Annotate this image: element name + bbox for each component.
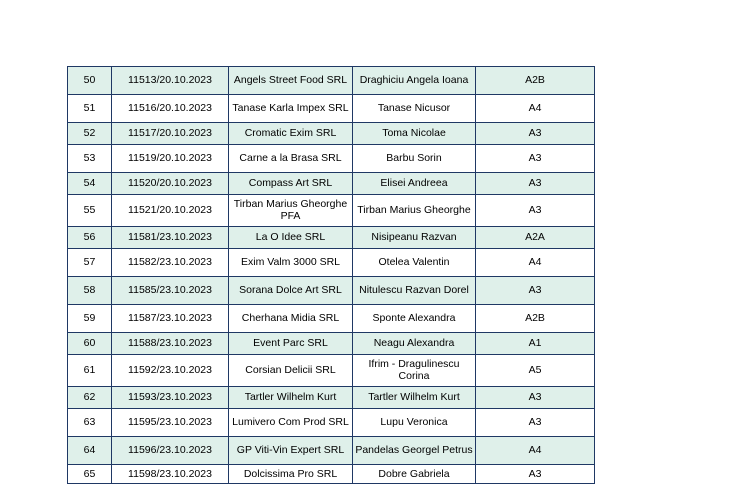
cell-nr: 58 bbox=[68, 276, 112, 304]
cell-person-name: Dobre Gabriela bbox=[353, 464, 476, 483]
cell-document-number-date: 11519/20.10.2023 bbox=[112, 145, 229, 173]
cell-document-number-date: 11595/23.10.2023 bbox=[112, 408, 229, 436]
cell-nr: 60 bbox=[68, 332, 112, 354]
cell-company-name: Lumivero Com Prod SRL bbox=[229, 408, 353, 436]
cell-company-name: Cherhana Midia SRL bbox=[229, 304, 353, 332]
table-row bbox=[68, 408, 595, 436]
cell-code: A3 bbox=[476, 145, 595, 173]
cell-code: A4 bbox=[476, 436, 595, 464]
cell-person-name: Ifrim - Dragulinescu Corina bbox=[353, 354, 476, 386]
cell-nr: 61 bbox=[68, 354, 112, 386]
cell-company-name: Tirban Marius Gheorghe PFA bbox=[229, 195, 353, 227]
cell-company-name: Dolcissima Pro SRL bbox=[229, 464, 353, 483]
cell-nr: 57 bbox=[68, 248, 112, 276]
cell-code: A5 bbox=[476, 354, 595, 386]
cell-document-number-date: 11581/23.10.2023 bbox=[112, 226, 229, 248]
cell-company-name: Corsian Delicii SRL bbox=[229, 354, 353, 386]
cell-person-name: Toma Nicolae bbox=[353, 123, 476, 145]
cell-code: A4 bbox=[476, 248, 595, 276]
cell-nr: 56 bbox=[68, 226, 112, 248]
table-row bbox=[68, 95, 595, 123]
cell-person-name: Tartler Wilhelm Kurt bbox=[353, 386, 476, 408]
cell-person-name: Barbu Sorin bbox=[353, 145, 476, 173]
cell-nr: 64 bbox=[68, 436, 112, 464]
cell-document-number-date: 11587/23.10.2023 bbox=[112, 304, 229, 332]
table-row bbox=[68, 464, 595, 483]
cell-nr: 63 bbox=[68, 408, 112, 436]
cell-code: A3 bbox=[476, 173, 595, 195]
table-row bbox=[68, 276, 595, 304]
cell-code: A3 bbox=[476, 464, 595, 483]
cell-code: A2A bbox=[476, 226, 595, 248]
cell-nr: 65 bbox=[68, 464, 112, 483]
cell-person-name: Neagu Alexandra bbox=[353, 332, 476, 354]
cell-code: A3 bbox=[476, 386, 595, 408]
cell-person-name: Lupu Veronica bbox=[353, 408, 476, 436]
table-row bbox=[68, 195, 595, 227]
cell-nr: 50 bbox=[68, 67, 112, 95]
table-row bbox=[68, 173, 595, 195]
cell-code: A1 bbox=[476, 332, 595, 354]
cell-code: A2B bbox=[476, 67, 595, 95]
cell-company-name: Sorana Dolce Art SRL bbox=[229, 276, 353, 304]
cell-document-number-date: 11516/20.10.2023 bbox=[112, 95, 229, 123]
cell-company-name: Exim Valm 3000 SRL bbox=[229, 248, 353, 276]
cell-document-number-date: 11592/23.10.2023 bbox=[112, 354, 229, 386]
cell-nr: 54 bbox=[68, 173, 112, 195]
cell-company-name: Tanase Karla Impex SRL bbox=[229, 95, 353, 123]
cell-company-name: Compass Art SRL bbox=[229, 173, 353, 195]
cell-document-number-date: 11596/23.10.2023 bbox=[112, 436, 229, 464]
cell-code: A3 bbox=[476, 195, 595, 227]
cell-person-name: Otelea Valentin bbox=[353, 248, 476, 276]
cell-document-number-date: 11513/20.10.2023 bbox=[112, 67, 229, 95]
cell-document-number-date: 11585/23.10.2023 bbox=[112, 276, 229, 304]
registry-table-container bbox=[67, 66, 594, 484]
cell-person-name: Nisipeanu Razvan bbox=[353, 226, 476, 248]
cell-person-name: Pandelas Georgel Petrus bbox=[353, 436, 476, 464]
table-row bbox=[68, 123, 595, 145]
cell-nr: 55 bbox=[68, 195, 112, 227]
cell-document-number-date: 11520/20.10.2023 bbox=[112, 173, 229, 195]
table-row bbox=[68, 354, 595, 386]
cell-nr: 59 bbox=[68, 304, 112, 332]
table-row bbox=[68, 436, 595, 464]
cell-person-name: Elisei Andreea bbox=[353, 173, 476, 195]
table-row bbox=[68, 332, 595, 354]
registry-table bbox=[67, 66, 595, 484]
cell-person-name: Nitulescu Razvan Dorel bbox=[353, 276, 476, 304]
cell-company-name: Carne a la Brasa SRL bbox=[229, 145, 353, 173]
cell-code: A2B bbox=[476, 304, 595, 332]
cell-code: A3 bbox=[476, 408, 595, 436]
cell-code: A3 bbox=[476, 123, 595, 145]
table-row bbox=[68, 386, 595, 408]
cell-company-name: Angels Street Food SRL bbox=[229, 67, 353, 95]
cell-company-name: Cromatic Exim SRL bbox=[229, 123, 353, 145]
cell-company-name: GP Viti-Vin Expert SRL bbox=[229, 436, 353, 464]
cell-document-number-date: 11593/23.10.2023 bbox=[112, 386, 229, 408]
table-row bbox=[68, 248, 595, 276]
cell-nr: 51 bbox=[68, 95, 112, 123]
cell-company-name: Tartler Wilhelm Kurt bbox=[229, 386, 353, 408]
table-row bbox=[68, 145, 595, 173]
cell-document-number-date: 11598/23.10.2023 bbox=[112, 464, 229, 483]
table-row bbox=[68, 67, 595, 95]
cell-nr: 53 bbox=[68, 145, 112, 173]
cell-company-name: La O Idee SRL bbox=[229, 226, 353, 248]
cell-nr: 62 bbox=[68, 386, 112, 408]
cell-person-name: Sponte Alexandra bbox=[353, 304, 476, 332]
cell-code: A4 bbox=[476, 95, 595, 123]
cell-person-name: Tirban Marius Gheorghe bbox=[353, 195, 476, 227]
cell-nr: 52 bbox=[68, 123, 112, 145]
cell-code: A3 bbox=[476, 276, 595, 304]
table-row bbox=[68, 304, 595, 332]
cell-company-name: Event Parc SRL bbox=[229, 332, 353, 354]
registry-table-body bbox=[68, 67, 595, 484]
cell-person-name: Draghiciu Angela Ioana bbox=[353, 67, 476, 95]
table-row bbox=[68, 226, 595, 248]
cell-document-number-date: 11588/23.10.2023 bbox=[112, 332, 229, 354]
cell-document-number-date: 11521/20.10.2023 bbox=[112, 195, 229, 227]
cell-document-number-date: 11517/20.10.2023 bbox=[112, 123, 229, 145]
cell-document-number-date: 11582/23.10.2023 bbox=[112, 248, 229, 276]
cell-person-name: Tanase Nicusor bbox=[353, 95, 476, 123]
